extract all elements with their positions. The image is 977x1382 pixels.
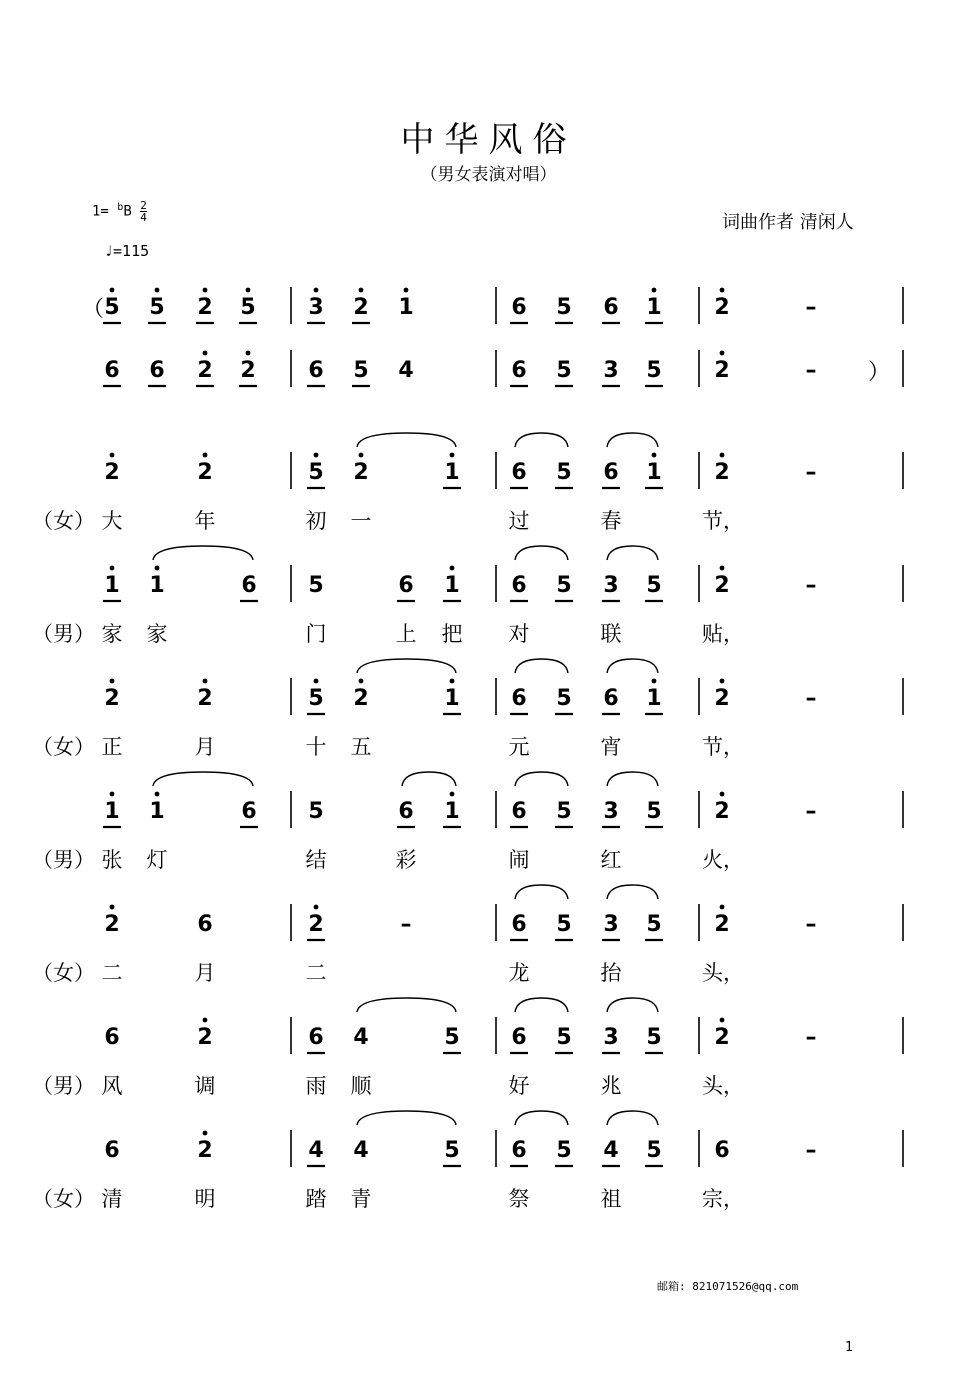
- octave-dot: [203, 1131, 208, 1136]
- note: 2: [197, 460, 213, 485]
- singer-label: （女）: [32, 735, 95, 759]
- slur: [515, 546, 568, 560]
- note: 1: [398, 295, 414, 320]
- song-title: 中华风俗: [400, 120, 577, 160]
- slur: [515, 998, 568, 1012]
- note: 6: [308, 358, 324, 383]
- lyric-char: 抬: [600, 961, 622, 985]
- lyric-char: 门: [305, 622, 327, 646]
- octave-dot: [314, 288, 319, 293]
- slur: [607, 1111, 658, 1125]
- lyric-char: 过: [508, 509, 530, 533]
- lyric-char: 贴，: [702, 622, 744, 646]
- note: 3: [603, 573, 619, 598]
- note: 5: [646, 799, 662, 824]
- note: 5: [104, 295, 120, 320]
- singer-label: （女）: [32, 509, 95, 533]
- note: –: [400, 912, 412, 937]
- octave-dot: [450, 453, 455, 458]
- octave-dot: [652, 288, 657, 293]
- note: 5: [646, 1138, 662, 1163]
- lyric-char: 好: [508, 1074, 530, 1098]
- octave-dot: [720, 792, 725, 797]
- octave-dot: [720, 566, 725, 571]
- lyric-char: 二: [305, 961, 327, 985]
- lyric-char: 五: [350, 735, 372, 759]
- lyric-char: 龙: [508, 961, 530, 985]
- lyric-char: 雨: [305, 1074, 327, 1098]
- note: 5: [556, 1138, 572, 1163]
- song-subtitle: （男女表演对唱）: [420, 165, 557, 185]
- note: 1: [149, 573, 165, 598]
- lyric-char: 十: [305, 735, 327, 759]
- slur: [607, 546, 658, 560]
- lyric-char: 闹: [508, 848, 530, 872]
- octave-dot: [203, 453, 208, 458]
- note: 4: [353, 1025, 369, 1050]
- octave-dot: [720, 905, 725, 910]
- note: 1: [104, 799, 120, 824]
- note: 6: [511, 686, 527, 711]
- slur: [515, 1111, 568, 1125]
- note: 2: [714, 460, 730, 485]
- note: 2: [714, 799, 730, 824]
- lyric-char: 月: [194, 961, 216, 985]
- lyric-char: 兆: [600, 1074, 622, 1098]
- octave-dot: [652, 679, 657, 684]
- octave-dot: [314, 905, 319, 910]
- note: 6: [714, 1138, 730, 1163]
- octave-dot: [155, 566, 160, 571]
- lyric-char: 头，: [702, 961, 744, 985]
- note: 2: [104, 912, 120, 937]
- note: 2: [197, 295, 213, 320]
- note: 1: [646, 686, 662, 711]
- slur: [607, 885, 658, 899]
- lyric-char: 灯: [146, 848, 168, 872]
- note: 6: [398, 573, 414, 598]
- octave-dot: [314, 453, 319, 458]
- octave-dot: [110, 566, 115, 571]
- slur: [607, 772, 658, 786]
- note: 2: [714, 295, 730, 320]
- note: 5: [308, 460, 324, 485]
- lyric-char: 明: [194, 1187, 216, 1211]
- note: 2: [714, 686, 730, 711]
- note: 5: [308, 573, 324, 598]
- note: 6: [104, 358, 120, 383]
- note: –: [805, 1138, 817, 1163]
- note: 6: [511, 799, 527, 824]
- slur: [357, 659, 456, 673]
- lyric-char: 宗，: [702, 1187, 744, 1211]
- octave-dot: [450, 792, 455, 797]
- singer-label: （女）: [32, 1187, 95, 1211]
- note: –: [805, 295, 817, 320]
- note: 5: [556, 686, 572, 711]
- octave-dot: [359, 288, 364, 293]
- note: 5: [556, 573, 572, 598]
- octave-dot: [450, 679, 455, 684]
- note: 6: [241, 799, 257, 824]
- note: 2: [197, 686, 213, 711]
- note: 6: [511, 1138, 527, 1163]
- note: 6: [308, 1025, 324, 1050]
- note: –: [805, 573, 817, 598]
- note: 5: [444, 1025, 460, 1050]
- note: –: [805, 460, 817, 485]
- note: –: [805, 799, 817, 824]
- note: 2: [714, 358, 730, 383]
- lyric-char: 宵: [600, 735, 622, 759]
- lyric-char: 顺: [350, 1074, 372, 1098]
- slur: [515, 772, 568, 786]
- note: 2: [353, 460, 369, 485]
- octave-dot: [720, 679, 725, 684]
- singer-label: （女）: [32, 961, 95, 985]
- note: 5: [556, 912, 572, 937]
- note: 2: [197, 358, 213, 383]
- octave-dot: [450, 566, 455, 571]
- note: 6: [511, 912, 527, 937]
- octave-dot: [246, 351, 251, 356]
- octave-dot: [203, 1018, 208, 1023]
- octave-dot: [720, 453, 725, 458]
- note: 3: [603, 358, 619, 383]
- note: 3: [603, 799, 619, 824]
- octave-dot: [110, 679, 115, 684]
- lyric-char: 青: [350, 1187, 372, 1211]
- octave-dot: [314, 679, 319, 684]
- lyric-char: 火，: [702, 848, 744, 872]
- lyric-char: 结: [305, 848, 327, 872]
- note: 5: [556, 358, 572, 383]
- octave-dot: [203, 288, 208, 293]
- note: 6: [197, 912, 213, 937]
- lyric-char: 上: [395, 622, 417, 646]
- note: 6: [104, 1138, 120, 1163]
- note: 5: [646, 1025, 662, 1050]
- note: 6: [398, 799, 414, 824]
- note: 2: [714, 1025, 730, 1050]
- note: 6: [149, 358, 165, 383]
- octave-dot: [359, 453, 364, 458]
- note: 5: [646, 358, 662, 383]
- lyric-char: 节，: [702, 735, 744, 759]
- lyric-char: 节，: [702, 509, 744, 533]
- slur: [402, 772, 456, 786]
- note: 6: [511, 358, 527, 383]
- octave-dot: [359, 679, 364, 684]
- lyric-char: 张: [101, 848, 123, 872]
- lyric-char: 家: [101, 622, 123, 646]
- lyric-char: 大: [101, 509, 123, 533]
- octave-dot: [720, 351, 725, 356]
- lyric-char: 一: [350, 509, 372, 533]
- note: 2: [714, 573, 730, 598]
- note: 3: [603, 912, 619, 937]
- note: 6: [603, 686, 619, 711]
- note: 4: [398, 358, 414, 383]
- note: 6: [241, 573, 257, 598]
- octave-dot: [110, 905, 115, 910]
- octave-dot: [155, 288, 160, 293]
- note: 5: [444, 1138, 460, 1163]
- note: 3: [603, 1025, 619, 1050]
- note: 2: [197, 1025, 213, 1050]
- lyric-char: 初: [305, 509, 327, 533]
- note: 5: [646, 573, 662, 598]
- note: 5: [149, 295, 165, 320]
- note: 3: [308, 295, 324, 320]
- slur: [357, 1111, 456, 1125]
- lyric-char: 二: [101, 961, 123, 985]
- lyric-char: 家: [146, 622, 168, 646]
- octave-dot: [110, 453, 115, 458]
- note: 1: [149, 799, 165, 824]
- note: 6: [511, 460, 527, 485]
- octave-dot: [652, 453, 657, 458]
- note: 2: [104, 460, 120, 485]
- note: 1: [444, 799, 460, 824]
- lyric-char: 调: [194, 1074, 216, 1098]
- note: 6: [511, 1025, 527, 1050]
- lyric-char: 彩: [395, 848, 417, 872]
- octave-dot: [155, 792, 160, 797]
- note: 5: [556, 295, 572, 320]
- lyric-char: 春: [600, 509, 622, 533]
- note: 4: [308, 1138, 324, 1163]
- slur: [515, 659, 568, 673]
- lyric-char: 祖: [600, 1187, 622, 1211]
- lyric-char: 把: [441, 622, 463, 646]
- lyric-char: 祭: [508, 1187, 530, 1211]
- note: 2: [197, 1138, 213, 1163]
- note: 1: [104, 573, 120, 598]
- intro-close-paren: ）: [868, 360, 891, 385]
- lyric-char: 元: [508, 735, 530, 759]
- slur: [515, 433, 568, 447]
- note: 5: [556, 460, 572, 485]
- author-credit: 词曲作者 清闲人: [722, 212, 854, 233]
- note: 5: [646, 912, 662, 937]
- lyric-char: 清: [101, 1187, 123, 1211]
- note: 6: [511, 295, 527, 320]
- octave-dot: [203, 351, 208, 356]
- lyric-char: 踏: [305, 1187, 327, 1211]
- octave-dot: [246, 288, 251, 293]
- singer-label: （男）: [32, 622, 95, 646]
- note: 6: [511, 573, 527, 598]
- singer-label: （男）: [32, 848, 95, 872]
- note: 5: [308, 686, 324, 711]
- note: 5: [308, 799, 324, 824]
- slur: [607, 659, 658, 673]
- lyric-char: 红: [600, 848, 622, 872]
- key-signature: 1= $^b$B $\frac{2}{4}$: [92, 199, 147, 224]
- intro-open-paren: （: [82, 297, 105, 322]
- note: –: [805, 358, 817, 383]
- octave-dot: [203, 679, 208, 684]
- note: 1: [646, 460, 662, 485]
- note: 5: [353, 358, 369, 383]
- lyric-char: 联: [600, 622, 622, 646]
- note: –: [805, 912, 817, 937]
- note: 2: [714, 912, 730, 937]
- note: 6: [104, 1025, 120, 1050]
- slur: [357, 433, 456, 447]
- singer-label: （男）: [32, 1074, 95, 1098]
- email-contact: 邮箱: 821071526@qq.com: [657, 1280, 799, 1293]
- lyric-char: 月: [194, 735, 216, 759]
- octave-dot: [110, 792, 115, 797]
- slur: [153, 772, 253, 786]
- page-number: 1: [845, 1340, 854, 1355]
- octave-dot: [720, 288, 725, 293]
- note: 1: [444, 686, 460, 711]
- lyric-char: 头，: [702, 1074, 744, 1098]
- note: 6: [603, 460, 619, 485]
- octave-dot: [110, 288, 115, 293]
- note: 5: [556, 799, 572, 824]
- note: 1: [444, 573, 460, 598]
- note: 5: [240, 295, 256, 320]
- tempo-marking: ♩=115: [104, 242, 150, 260]
- lyric-char: 年: [194, 509, 216, 533]
- lyric-char: 风: [101, 1074, 123, 1098]
- note: 2: [353, 295, 369, 320]
- lyric-char: 正: [101, 735, 123, 759]
- slur: [607, 433, 658, 447]
- slur: [515, 885, 568, 899]
- slur: [357, 998, 456, 1012]
- lyric-char: 对: [508, 622, 530, 646]
- note: 2: [104, 686, 120, 711]
- note: 1: [444, 460, 460, 485]
- note: 2: [240, 358, 256, 383]
- note: 4: [603, 1138, 619, 1163]
- note: –: [805, 686, 817, 711]
- slur: [153, 546, 253, 560]
- note: 2: [308, 912, 324, 937]
- note: 5: [556, 1025, 572, 1050]
- note: –: [805, 1025, 817, 1050]
- note: 6: [603, 295, 619, 320]
- octave-dot: [404, 288, 409, 293]
- octave-dot: [720, 1018, 725, 1023]
- slur: [607, 998, 658, 1012]
- note: 1: [646, 295, 662, 320]
- note: 2: [353, 686, 369, 711]
- note: 4: [353, 1138, 369, 1163]
